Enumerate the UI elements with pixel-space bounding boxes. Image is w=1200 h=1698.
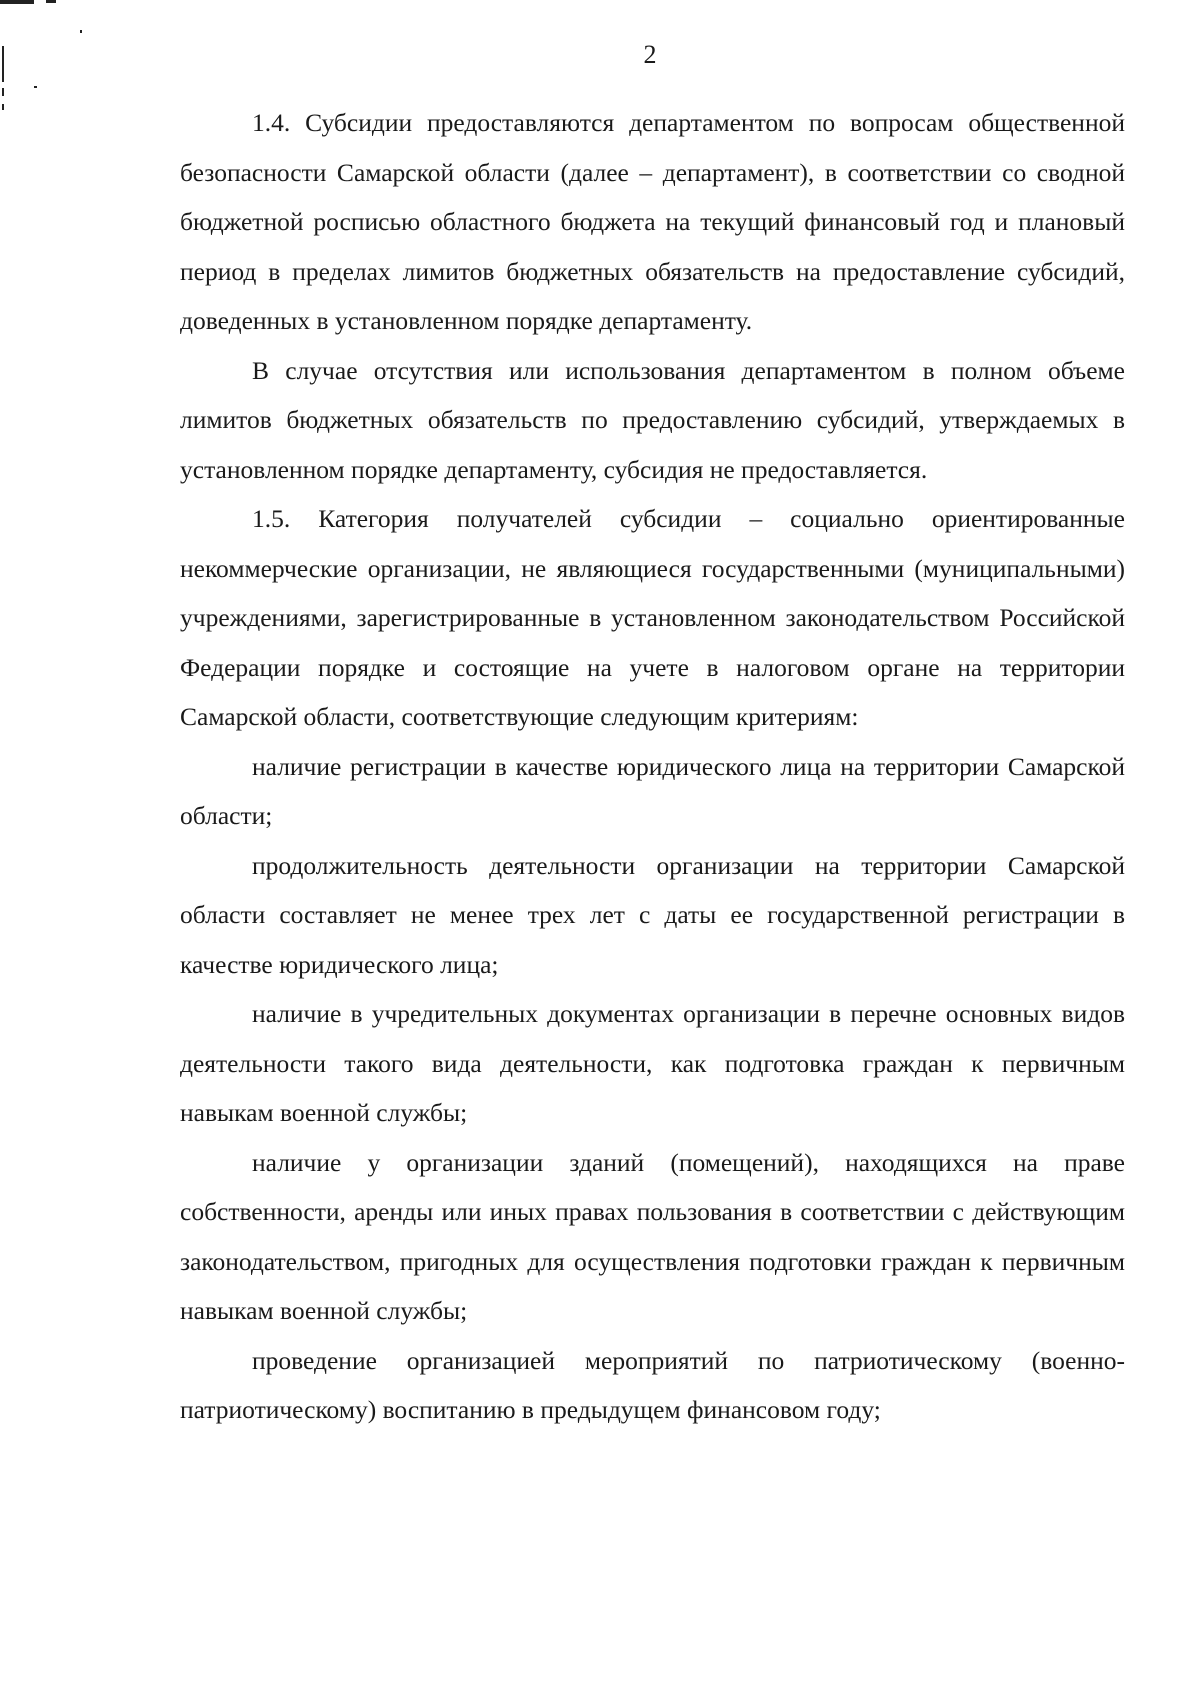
scan-artifact [0,0,34,4]
document-body [180,98,1125,1435]
criterion-registration: наличие регистрации в качестве юридического лица на территории Самарской области; [180,751,1125,830]
scan-artifact [80,30,82,33]
criterion-patriotic-events: проведение организацией мероприятий по патриотическому (военно-патриотическому) воспитанию в предыдущем финансовом году; [180,1345,1125,1424]
paragraph-1-4-subsidies: 1.4. Субсидии предоставляются департаментом по вопросам общественной безопасности Самарской области (далее – департамент), в соответствии со сводной бюджетной росписью областного бюджета на текущий финансовый год и плановый период в пределах лимитов бюджетных обязательств на предоставление субсидий, доведенных в установленном порядке департаменту. [180,108,1125,335]
scan-artifact [2,88,4,96]
scan-artifact [46,0,56,3]
paragraph-absence-of-limits: В случае отсутствия или использования департаментом в полном объеме лимитов бюджетных обязательств по предоставлению субсидий, утверждаемых в установленном порядке департаменту, субсидия не предоставляется. [180,355,1125,484]
scan-artifact [2,104,4,110]
page-number: 2 [643,40,657,69]
scan-artifact [34,86,37,88]
criterion-premises: наличие у организации зданий (помещений), находящихся на праве собственности, аренды или иных правах пользования в соответствии с действующим законодательством, пригодных для осуществления подготовки граждан к первичным навыкам военной службы; [180,1147,1125,1325]
paragraph-1-5-recipient-category: 1.5. Категория получателей субсидии – социально ориентированные некоммерческие организации, не являющиеся государственными (муниципальными) учреждениями, зарегистрированные в установленном законодательством Российской Федерации порядке и состоящие на учете в налоговом органе на территории Самарской области, соответствующие следующим критериям: [180,504,1125,731]
criterion-founding-documents: наличие в учредительных документах организации в перечне основных видов деятельности такого вида деятельности, как подготовка граждан к первичным навыкам военной службы; [180,999,1125,1127]
criterion-duration: продолжительность деятельности организации на территории Самарской области составляет не менее трех лет с даты ее государственной регистрации в качестве юридического лица; [180,850,1125,979]
